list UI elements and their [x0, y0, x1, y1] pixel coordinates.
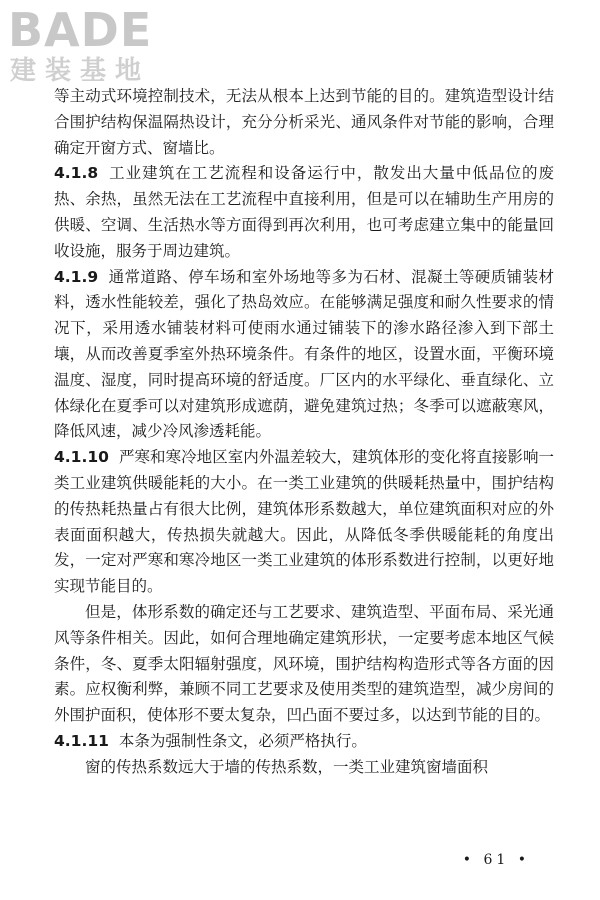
paragraph-text: 窗的传热系数远大于墙的传热系数，一类工业建筑窗墙面积: [85, 757, 489, 776]
paragraph-text: 工业建筑在工艺流程和设备运行中，散发出大量中低品位的废热、余热，虽然无法在工艺流程中直接利用，但是可以在辅助生产用房的供暖、空调、生活热水等方面得到再次利用，也可考虑建立集中的能量回收设施，服务于周边建筑。: [54, 164, 554, 260]
paragraph: [54, 729, 554, 755]
watermark-logo: [8, 4, 188, 90]
paragraph-text: 但是，体形系数的确定还与工艺要求、建筑造型、平面布局、采光通风等条件相关。因此，如何合理地确定建筑形状，一定要考虑本地区气候条件，冬、夏季太阳辐射强度，风环境，围护结构构造形式等各方面的因素。应权衡利弊，兼顾不同工艺要求及使用类型的建筑造型，减少房间的外围护面积，使体形不要太复杂，凹凸面不要过多，以达到节能的目的。: [54, 602, 554, 725]
paragraph: [54, 600, 554, 729]
paragraph: [54, 755, 554, 781]
paragraph-text: 本条为强制性条文，必须严格执行。: [118, 731, 367, 750]
watermark-subtitle: 建装基地: [10, 56, 151, 86]
clause-number: 4.1.8: [54, 164, 99, 183]
paragraph-text: 严寒和寒冷地区室内外温差较大，建筑体形的变化将直接影响一类工业建筑供暖能耗的大小。在一类工业建筑的供暖耗热量中，围护结构的传热耗热量占有很大比例，建筑体形系数越大，单位建筑面积对应的外表面面积越大，传热损失就越大。因此，从降低冬季供暖能耗的角度出发，一定对严寒和寒冷地区一类工业建筑的体形系数进行控制，以更好地实现节能目的。: [54, 448, 554, 596]
paragraph-text: 等主动式环境控制技术，无法从根本上达到节能的目的。建筑造型设计结合围护结构保温隔热设计，充分分析采光、通风条件对节能的影响，合理确定开窗方式、窗墙比。: [54, 87, 554, 157]
paragraph: [54, 84, 554, 161]
clause-number: 4.1.9: [54, 267, 99, 286]
paragraph: [54, 161, 554, 264]
document-body: [54, 84, 554, 781]
watermark-brand: BADE: [8, 3, 153, 57]
paragraph-text: 通常道路、停车场和室外场地等多为石材、混凝土等硬质铺装材料，透水性能较差，强化了热岛效应。在能够满足强度和耐久性要求的情况下，采用透水铺装材料可使雨水通过铺装下的渗水路径渗入到下部土壤，从而改善夏季室外热环境条件。有条件的地区，设置水面，平衡环境温度、湿度，同时提高环境的舒适度。厂区内的水平绿化、垂直绿化、立体绿化在夏季可以对建筑形成遮荫，避免建筑过热；冬季可以遮蔽寒风，降低风速，减少冷风渗透耗能。: [54, 267, 554, 441]
clause-number: 4.1.11: [54, 731, 109, 750]
paragraph: [54, 265, 554, 446]
clause-number: 4.1.10: [54, 448, 109, 467]
page-number: • 61 •: [462, 852, 530, 868]
paragraph: [54, 445, 554, 600]
